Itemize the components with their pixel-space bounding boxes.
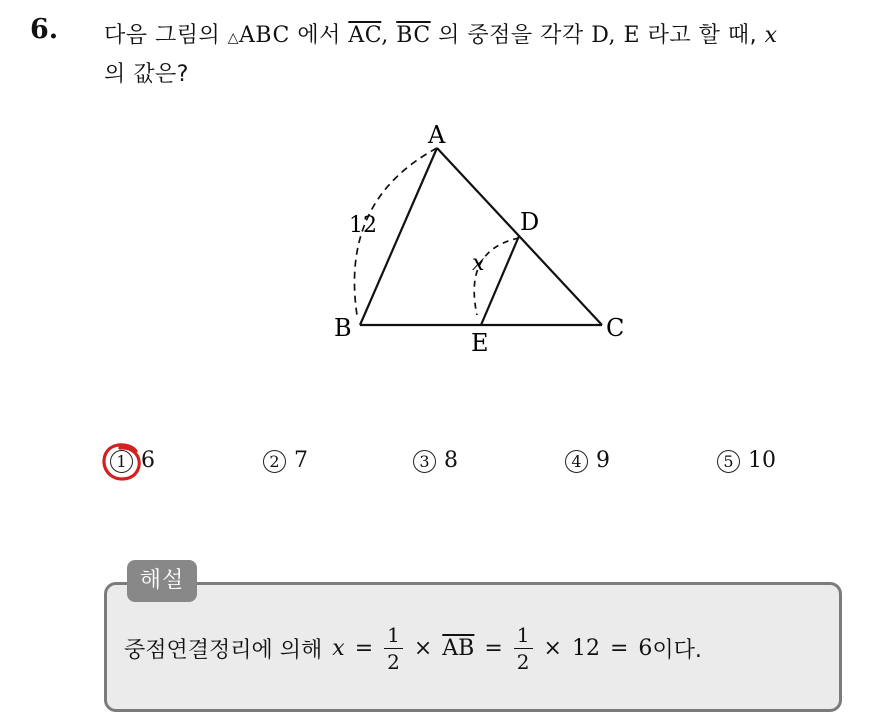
explanation-var-x: x	[332, 636, 345, 661]
choice-4-value: 9	[596, 448, 610, 473]
variable-x: x	[764, 23, 778, 48]
choice-1-value: 6	[141, 448, 155, 473]
label-d: D	[520, 208, 540, 236]
fraction-1-numerator: 1	[384, 625, 403, 649]
fraction-1-denominator: 2	[387, 650, 400, 674]
point-d-label: D	[591, 23, 609, 48]
explanation-text	[124, 625, 702, 672]
choice-5-number: 5	[717, 450, 740, 473]
question-text-line-1	[104, 18, 778, 49]
value-12: 12	[571, 636, 600, 661]
choice-3-number: 3	[413, 450, 436, 473]
explanation-tag: 해설	[127, 560, 197, 602]
result-value: 6	[638, 636, 653, 661]
choice-5-value: 10	[748, 448, 776, 473]
times-2: ×	[543, 636, 562, 661]
question-text-mid-2: 의 중점을 각각	[430, 23, 592, 48]
choice-2-value: 7	[294, 448, 308, 473]
choice-3[interactable]	[413, 448, 458, 473]
choice-5[interactable]	[717, 448, 776, 473]
comma-2: ,	[608, 23, 617, 48]
triangle-symbol: △	[227, 30, 240, 46]
equals-3: =	[609, 636, 629, 661]
label-a: A	[428, 121, 446, 149]
label-e: E	[471, 329, 489, 357]
fraction-1	[384, 625, 403, 672]
triangle-name: ABC	[239, 23, 290, 48]
question-text-end: 라고 할 때,	[640, 23, 765, 48]
point-e-label: E	[623, 23, 641, 48]
choice-4[interactable]	[565, 448, 610, 473]
label-side-ab: 12	[349, 213, 377, 238]
fraction-2	[514, 625, 533, 672]
question-text-line-2: 의 값은?	[104, 62, 189, 87]
label-c: C	[606, 314, 625, 342]
question-text-pre: 다음 그림의	[104, 23, 228, 48]
choice-4-number: 4	[565, 450, 588, 473]
fraction-2-denominator: 2	[516, 650, 530, 674]
segment-ab: $\overline{AB}$	[442, 636, 475, 661]
choice-3-value: 8	[444, 448, 458, 473]
fraction-2-numerator: 1	[514, 625, 533, 649]
segment-ac: $\overline{AC}$	[348, 23, 382, 48]
choice-1-number: 1	[110, 450, 133, 473]
segment-bc: $\overline{BC}$	[396, 23, 431, 48]
explanation-text-post: 이다.	[652, 638, 702, 663]
label-side-de: x	[472, 251, 485, 276]
triangle-figure	[320, 110, 640, 360]
question-number: 6.	[30, 14, 59, 45]
comma: ,	[381, 23, 389, 48]
explanation-text-pre: 중점연결정리에 의해	[124, 638, 323, 663]
equals-2: =	[484, 636, 503, 661]
choice-1[interactable]	[110, 448, 155, 473]
equals-1: =	[354, 636, 374, 661]
question-text-mid-1: 에서	[289, 23, 349, 48]
label-b: B	[334, 314, 352, 342]
segment-de	[481, 236, 519, 325]
times-1: ×	[413, 636, 433, 661]
choice-2-number: 2	[263, 450, 286, 473]
choice-2[interactable]	[263, 448, 308, 473]
